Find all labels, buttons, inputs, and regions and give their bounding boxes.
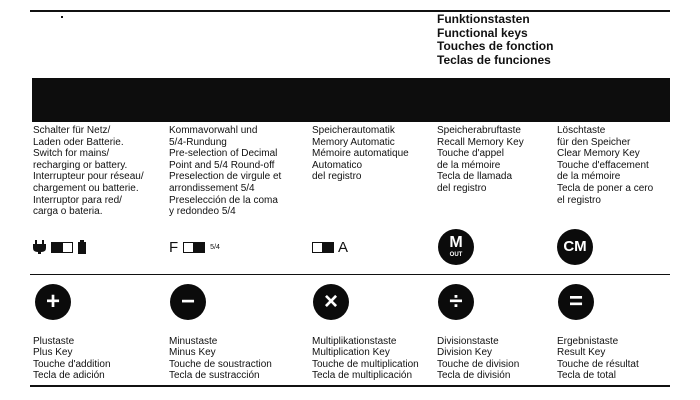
multiply-key[interactable]	[313, 284, 349, 320]
desc-line: Löschtaste	[557, 125, 606, 136]
desc-line: carga o bateria.	[33, 206, 103, 218]
label-line: Touche de soustraction	[169, 358, 272, 370]
round-label: 5/4	[210, 243, 220, 251]
desc-line: Speicherautomatik	[312, 125, 395, 136]
desc-line: recharging or battery.	[33, 159, 128, 171]
desc-line: de la mémoire	[437, 159, 501, 171]
desc-memory-automatic	[312, 125, 409, 183]
plus-icon: +	[45, 288, 60, 315]
dot-mark	[61, 16, 63, 18]
desc-recall-memory	[437, 125, 524, 195]
divide-key[interactable]	[438, 284, 474, 320]
m-label: M	[449, 234, 463, 251]
power-slide-switch[interactable]	[51, 242, 73, 253]
equals-key[interactable]	[558, 284, 594, 320]
recall-memory-key[interactable]	[438, 229, 474, 265]
label-line: Divisionstaste	[437, 336, 499, 347]
label-line: Division Key	[437, 347, 493, 359]
header-es: Teclas de funciones	[437, 52, 551, 67]
label-line: Touche de résultat	[557, 358, 639, 370]
label-line: Tecla de total	[557, 370, 616, 382]
label-line: Minus Key	[169, 347, 216, 359]
memory-auto-switch[interactable]	[312, 242, 334, 253]
cm-label: CM	[563, 238, 587, 255]
desc-line: Automatico	[312, 159, 363, 171]
divide-icon: ÷	[449, 288, 463, 315]
desc-power-switch	[33, 125, 144, 218]
label-line: Touche de division	[437, 358, 520, 370]
label-line: Ergebnistaste	[557, 336, 619, 347]
desc-line: Schalter für Netz/	[33, 125, 111, 136]
clear-memory-key[interactable]	[557, 229, 593, 265]
desc-line: Memory Automatic	[312, 136, 395, 148]
desc-line: Interrupteur pour réseau/	[33, 171, 144, 183]
label-line: Tecla de adición	[33, 370, 105, 382]
desc-line: Mémoire automatique	[312, 148, 409, 160]
desc-line: Tecla de llamada	[437, 171, 513, 183]
display-band	[32, 78, 670, 122]
decimal-slide-switch[interactable]	[183, 242, 205, 253]
label-line: Minustaste	[169, 336, 218, 347]
decimal-switch-symbol[interactable]	[169, 232, 220, 262]
label-line: Tecla de sustracción	[169, 370, 260, 382]
desc-line: de la mémoire	[557, 171, 621, 183]
desc-line: del registro	[437, 182, 487, 194]
desc-line: Touche d'appel	[437, 148, 504, 160]
plug-icon	[33, 240, 46, 254]
desc-line: Laden oder Batterie.	[33, 136, 124, 148]
label-line: Touche de multiplication	[312, 358, 419, 370]
desc-clear-memory	[557, 125, 653, 206]
desc-line: Preselection de virgule et	[169, 171, 282, 183]
minus-key[interactable]	[170, 284, 206, 320]
desc-line: 5/4-Rundung	[169, 136, 227, 148]
desc-line: el registro	[557, 194, 601, 206]
minus-key-label	[169, 336, 272, 382]
desc-decimal-preselect	[169, 125, 281, 218]
label-line: Multiplikationstaste	[312, 336, 397, 347]
header-fr: Touches de fonction	[437, 39, 554, 53]
top-rule	[30, 10, 670, 12]
plus-key-label	[33, 336, 111, 382]
desc-line: Clear Memory Key	[557, 148, 640, 160]
out-label: OUT	[449, 252, 463, 258]
multiply-icon: ×	[323, 288, 338, 315]
plus-key[interactable]	[35, 284, 71, 320]
battery-icon	[78, 240, 86, 254]
label-line: Plustaste	[33, 336, 75, 347]
desc-line: Speicherabruftaste	[437, 125, 521, 136]
power-switch-symbol[interactable]	[33, 232, 86, 262]
equals-key-label	[557, 336, 639, 382]
middle-rule	[30, 274, 670, 275]
divide-key-label	[437, 336, 519, 382]
label-line: Multiplication Key	[312, 347, 390, 359]
label-line: Tecla de división	[437, 370, 511, 382]
header-titles	[437, 13, 553, 67]
bottom-rule	[30, 385, 670, 387]
f-label: F	[169, 238, 179, 256]
desc-line: Interruptor para red/	[33, 194, 122, 206]
desc-line: Tecla de poner a cero	[557, 182, 654, 194]
desc-line: Preselección de la coma	[169, 194, 278, 206]
header-en: Functional keys	[437, 25, 528, 40]
label-line: Plus Key	[33, 347, 73, 359]
desc-line: Pre-selection of Decimal	[169, 148, 278, 160]
desc-line: Point and 5/4 Round-off	[169, 159, 275, 171]
label-line: Touche d'addition	[33, 358, 111, 370]
memory-auto-symbol[interactable]	[312, 232, 348, 262]
label-line: Tecla de multiplicación	[312, 370, 413, 382]
multiply-key-label	[312, 336, 419, 382]
desc-line: Switch for mains/	[33, 148, 110, 160]
desc-line: chargement ou batterie.	[33, 182, 139, 194]
label-line: Result Key	[557, 347, 606, 359]
desc-line: del registro	[312, 171, 362, 183]
desc-line: Touche d'effacement	[557, 159, 649, 171]
desc-line: für den Speicher	[557, 136, 631, 148]
desc-line: y redondeo 5/4	[169, 206, 236, 218]
equals-icon: =	[568, 288, 583, 315]
minus-icon: −	[180, 288, 195, 315]
header-de: Funktionstasten	[437, 12, 530, 26]
desc-line: Kommavorwahl und	[169, 125, 258, 136]
desc-line: Recall Memory Key	[437, 136, 524, 148]
a-label: A	[338, 238, 349, 256]
desc-line: arrondissement 5/4	[169, 182, 255, 194]
